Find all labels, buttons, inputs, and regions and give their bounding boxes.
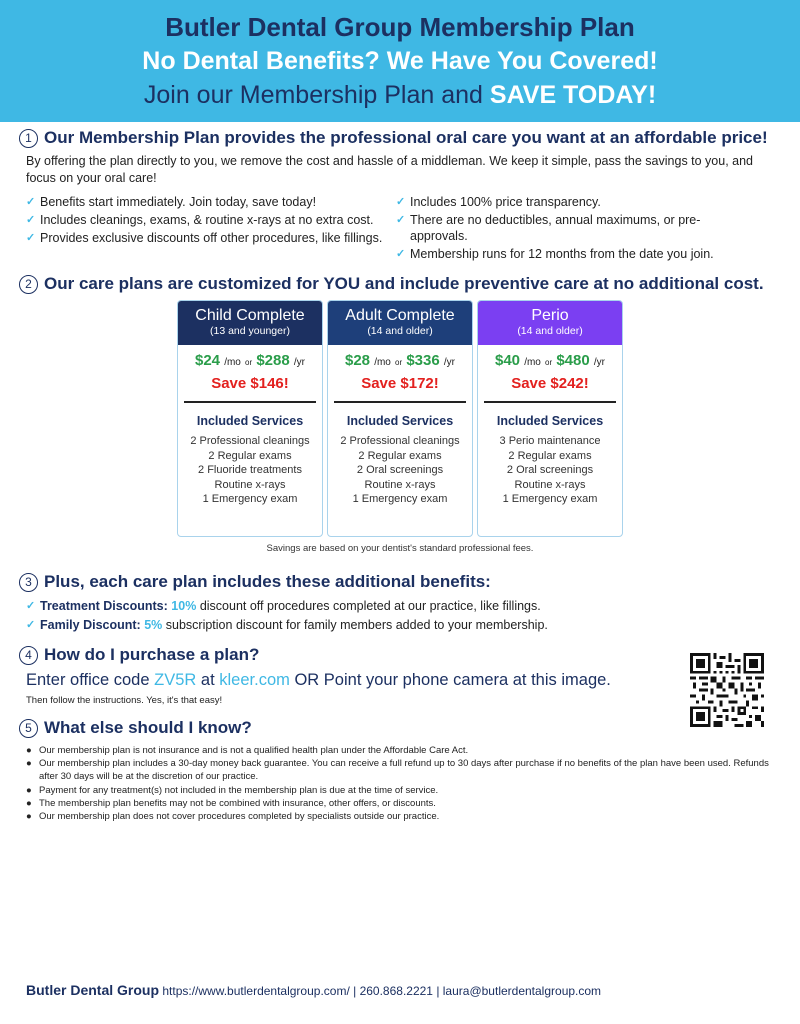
section-1-intro: By offering the plan directly to you, we remove the cost and hassle of a middleman. We keep it simple, pass the savings to you, and focus on your oral care!	[26, 154, 754, 185]
footer-brand: Butler Dental Group	[26, 982, 160, 998]
service-item: 2 Regular exams	[358, 449, 442, 462]
service-item: 1 Emergency exam	[202, 493, 298, 505]
list-item: ✓ There are no deductibles, annual maximums, or pre-approvals.	[396, 213, 701, 243]
section-heading: Our Membership Plan provides the professional oral care you want at an affordable price!	[44, 128, 768, 147]
benefits-list-right	[396, 194, 736, 264]
list-item: ● Our membership plan does not cover procedures completed by specialists outside our practice.	[26, 811, 440, 823]
service-item: Routine x-rays	[514, 478, 586, 491]
check-icon: ✓	[26, 232, 36, 244]
list-item: ● Our membership plan is not insurance and is not a qualified health plan under the Affordable Care Act.	[26, 745, 469, 756]
list-item: ✓ Includes 100% price transparency.	[396, 195, 601, 209]
services-list	[328, 434, 472, 507]
section-3-title	[19, 572, 491, 592]
bullet-icon: ●	[26, 758, 32, 770]
list-item: ✓ Includes cleanings, exams, & routine x-rays at no extra cost.	[26, 213, 374, 227]
check-icon: ✓	[26, 196, 36, 208]
check-icon: ✓	[396, 214, 406, 226]
footer-contact[interactable]: https://www.butlerdentalgroup.com/ | 260.868.2221 | laura@butlerdentalgroup.com	[162, 984, 602, 998]
service-item: 2 Oral screenings	[506, 464, 594, 476]
divider	[184, 401, 316, 403]
section-number: 3	[19, 573, 38, 592]
tagline-emphasis: SAVE TODAY!	[489, 81, 657, 109]
check-icon: ✓	[26, 214, 36, 226]
bullet-icon: ●	[26, 745, 32, 756]
plan-name: Perio	[531, 307, 569, 324]
plan-card-child[interactable]	[177, 300, 323, 537]
list-item: ✓ Membership runs for 12 months from the date you join.	[396, 247, 714, 261]
divider	[334, 401, 466, 403]
check-icon: ✓	[26, 619, 36, 631]
plan-header	[478, 301, 622, 345]
plan-savings: Save $146!	[211, 375, 289, 392]
service-item: Routine x-rays	[364, 478, 436, 491]
services-list	[478, 434, 622, 507]
service-item: 2 Professional cleanings	[340, 435, 460, 447]
service-item: 2 Fluoride treatments	[198, 464, 302, 476]
service-item: 2 Oral screenings	[356, 464, 444, 476]
header-banner	[0, 0, 800, 122]
section-2-title	[19, 274, 764, 294]
plan-age: (13 and younger)	[210, 325, 290, 337]
plan-savings: Save $172!	[361, 375, 439, 392]
savings-note: Savings are based on your dentist's standard professional fees.	[266, 543, 534, 554]
benefits-list-left	[26, 194, 391, 248]
divider	[484, 401, 616, 403]
benefit-family-discount: ✓ Family Discount: 5% subscription discount for family members added to your membership.	[26, 618, 548, 632]
plan-header	[178, 301, 322, 345]
included-services-title: Included Services	[196, 414, 304, 428]
section-heading: How do I purchase a plan?	[44, 645, 260, 664]
bullet-icon: ●	[26, 797, 32, 809]
service-item: 2 Regular exams	[508, 449, 592, 462]
faq-list	[26, 744, 776, 823]
plan-card-perio[interactable]	[477, 300, 623, 537]
section-number: 1	[19, 129, 38, 148]
bullet-icon: ●	[26, 811, 32, 823]
section-number: 2	[19, 275, 38, 294]
section-heading: Plus, each care plan includes these additional benefits:	[44, 572, 491, 591]
plan-age: (14 and older)	[367, 325, 433, 337]
section-5-title	[19, 718, 252, 738]
plan-header	[328, 301, 472, 345]
service-item: 2 Professional cleanings	[190, 435, 310, 447]
service-item: 1 Emergency exam	[502, 493, 598, 505]
section-4-title	[19, 645, 259, 665]
qr-code-icon[interactable]	[690, 653, 764, 727]
plan-name: Child Complete	[195, 307, 305, 324]
page-tagline	[0, 78, 800, 112]
list-item: ✓ Benefits start immediately. Join today, save today!	[26, 195, 317, 209]
plan-card-adult[interactable]	[327, 300, 473, 537]
service-item: Routine x-rays	[214, 478, 286, 491]
page-subtitle: No Dental Benefits? We Have You Covered!	[142, 47, 658, 75]
service-item: 3 Perio maintenance	[499, 435, 601, 447]
included-services-title: Included Services	[496, 414, 604, 428]
office-code: ZV5R	[154, 671, 197, 689]
page-title: Butler Dental Group Membership Plan	[165, 12, 635, 42]
list-item: ● Our membership plan includes a 30-day money back guarantee. You can receive a full refund up to 30 days after purchase if no benefits of the plan have been used. Refunds after 30 days will be at the discretion of our practice.	[26, 758, 769, 783]
footer	[26, 982, 601, 998]
plan-age: (14 and older)	[517, 325, 583, 337]
benefit-treatment-discount: ✓ Treatment Discounts: 10% discount off procedures completed at our practice, like fillings.	[26, 599, 541, 613]
section-1-title	[19, 128, 768, 148]
service-item: 1 Emergency exam	[352, 493, 448, 505]
list-item: ✓ Provides exclusive discounts off other procedures, like fillings.	[26, 231, 383, 245]
bullet-icon: ●	[26, 784, 32, 796]
section-number: 5	[19, 719, 38, 738]
section-heading: What else should I know?	[44, 718, 252, 737]
list-item: ● Payment for any treatment(s) not included in the membership plan is due at the time of service.	[26, 784, 439, 796]
section-number: 4	[19, 646, 38, 665]
purchase-instructions: Enter office code ZV5R at kleer.com OR Point your phone camera at this image.	[26, 671, 611, 689]
tagline-prefix: Join our Membership Plan and	[143, 81, 483, 109]
plan-price: $28 /mo or $336 /yr	[345, 352, 455, 369]
list-item: ● The membership plan benefits may not be combined with insurance, other offers, or discounts.	[26, 797, 436, 809]
plan-name: Adult Complete	[345, 307, 455, 324]
section-heading: Our care plans are customized for YOU and include preventive care at no additional cost.	[44, 274, 764, 293]
purchase-subtext: Then follow the instructions. Yes, it's that easy!	[26, 695, 223, 706]
services-list	[178, 434, 322, 507]
plan-savings: Save $242!	[511, 375, 589, 392]
plan-price: $24 /mo or $288 /yr	[195, 352, 305, 369]
service-item: 2 Regular exams	[208, 449, 292, 462]
check-icon: ✓	[396, 196, 406, 208]
plan-price: $40 /mo or $480 /yr	[495, 352, 605, 369]
included-services-title: Included Services	[346, 414, 454, 428]
check-icon: ✓	[26, 600, 36, 612]
kleer-link[interactable]: kleer.com	[219, 671, 290, 689]
check-icon: ✓	[396, 248, 406, 260]
